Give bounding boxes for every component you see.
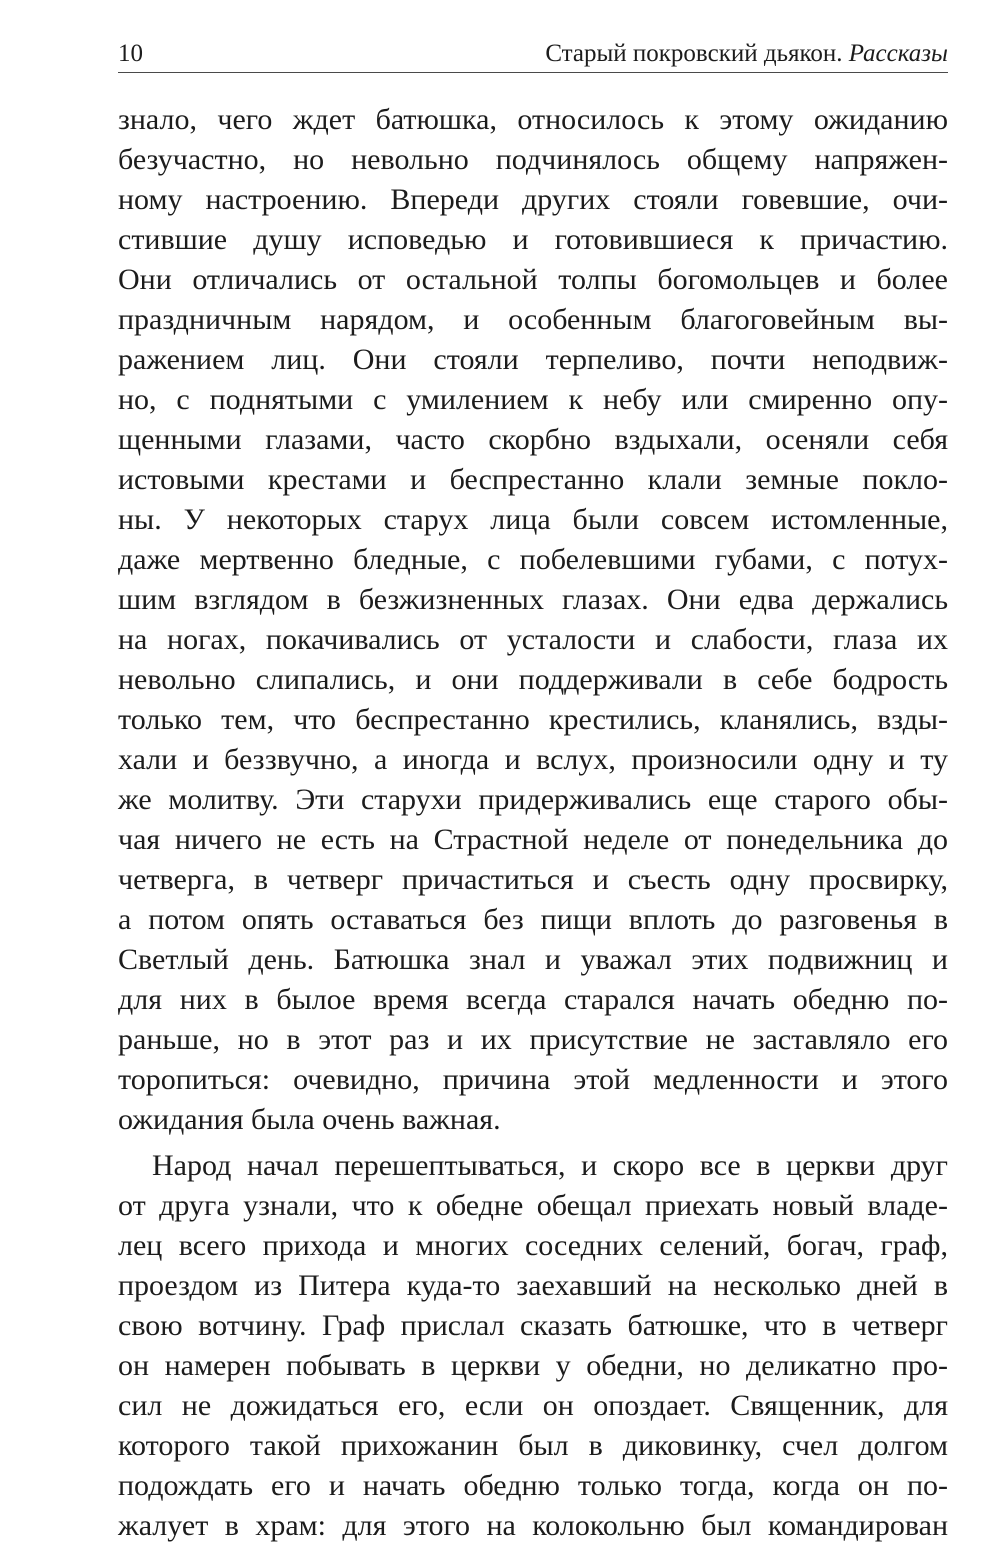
text-line: проездом из Питера куда-то заехавший на несколько дней в [118, 1269, 948, 1302]
text-line: Светлый день. Батюшка знал и уважал этих подвижниц и [118, 943, 948, 976]
text-line: Народ начал перешептываться, и скоро все в церкви друг [152, 1149, 948, 1182]
text-line: которого такой прихожанин был в диковинку, счел долгом [118, 1429, 948, 1462]
text-line: раньше, но в этот раз и их присутствие не заставляло его [118, 1023, 948, 1056]
paragraph-2 [118, 1146, 948, 1546]
text-line: но, с поднятыми с умилением к небу или смиренно опу- [118, 383, 948, 416]
text-line: же молитву. Эти старухи придерживались еще старого обы- [118, 783, 948, 816]
text-line: знало, чего ждет батюшка, относилось к этому ожиданию [118, 103, 948, 136]
text-line: хали и беззвучно, а иногда и вслух, произносили одну и ту [118, 743, 948, 776]
text-line: четверга, в четверг причаститься и съесть одну просвирку, [118, 863, 948, 896]
text-line: только тем, что беспрестанно крестились, кланялись, взды- [118, 703, 948, 736]
text-line: щенными глазами, часто скорбно вздыхали, осеняли себя [118, 423, 948, 456]
text-line: ны. У некоторых старух лица были совсем истомленные, [118, 503, 948, 536]
section-title: Рассказы [848, 40, 948, 67]
text-line: безучастно, но невольно подчинялось общему напряжен- [118, 143, 948, 176]
text-line: для них в былое время всегда старался начать обедню по- [118, 983, 948, 1016]
text-line: невольно слипались, и они поддерживали в себе бодрость [118, 663, 948, 696]
text-line: ражением лиц. Они стояли терпеливо, почти неподвиж- [118, 343, 948, 376]
text-line: праздничным нарядом, и особенным благоговейным вы- [118, 303, 948, 336]
paragraph-1 [118, 100, 948, 1140]
text-line: жалует в храм: для этого на колокольню был командирован [118, 1509, 948, 1542]
text-line: Они отличались от остальной толпы богомольцев и более [118, 263, 948, 296]
text-line: подождать его и начать обедню только тогда, когда он по- [118, 1469, 948, 1502]
text-line: ному настроению. Впереди других стояли говевшие, очи- [118, 183, 948, 216]
text-line: на ногах, покачивались от усталости и слабости, глаза их [118, 623, 948, 656]
book-title-text: Старый покровский дьякон. [545, 40, 843, 67]
text-line: свою вотчину. Граф прислал сказать батюшке, что в четверг [118, 1309, 948, 1342]
text-line: даже мертвенно бледные, с побелевшими губами, с потух- [118, 543, 948, 576]
running-head [118, 36, 948, 73]
text-line: истовыми крестами и беспрестанно клали земные покло- [118, 463, 948, 496]
body-text [118, 100, 948, 1546]
text-line: лец всего прихода и многих соседних селений, богач, граф, [118, 1229, 948, 1262]
text-line: чая ничего не есть на Страстной неделе от понедельника до [118, 823, 948, 856]
page-number: 10 [118, 40, 143, 67]
text-line: стившие душу исповедью и готовившиеся к причастию. [118, 223, 948, 256]
text-line: шим взглядом в безжизненных глазах. Они едва держались [118, 583, 948, 616]
book-title [545, 36, 948, 72]
text-line: сил не дожидаться его, если он опоздает. Священник, для [118, 1389, 948, 1422]
text-line: он намерен побывать в церкви у обедни, но деликатно про- [118, 1349, 948, 1382]
text-line: от друга узнали, что к обедне обещал приехать новый владе- [118, 1189, 948, 1222]
text-line: а потом опять оставаться без пищи вплоть до разговенья в [118, 903, 948, 936]
text-line: торопиться: очевидно, причина этой медленности и этого [118, 1063, 948, 1096]
text-line: ожидания была очень важная. [118, 1103, 501, 1136]
